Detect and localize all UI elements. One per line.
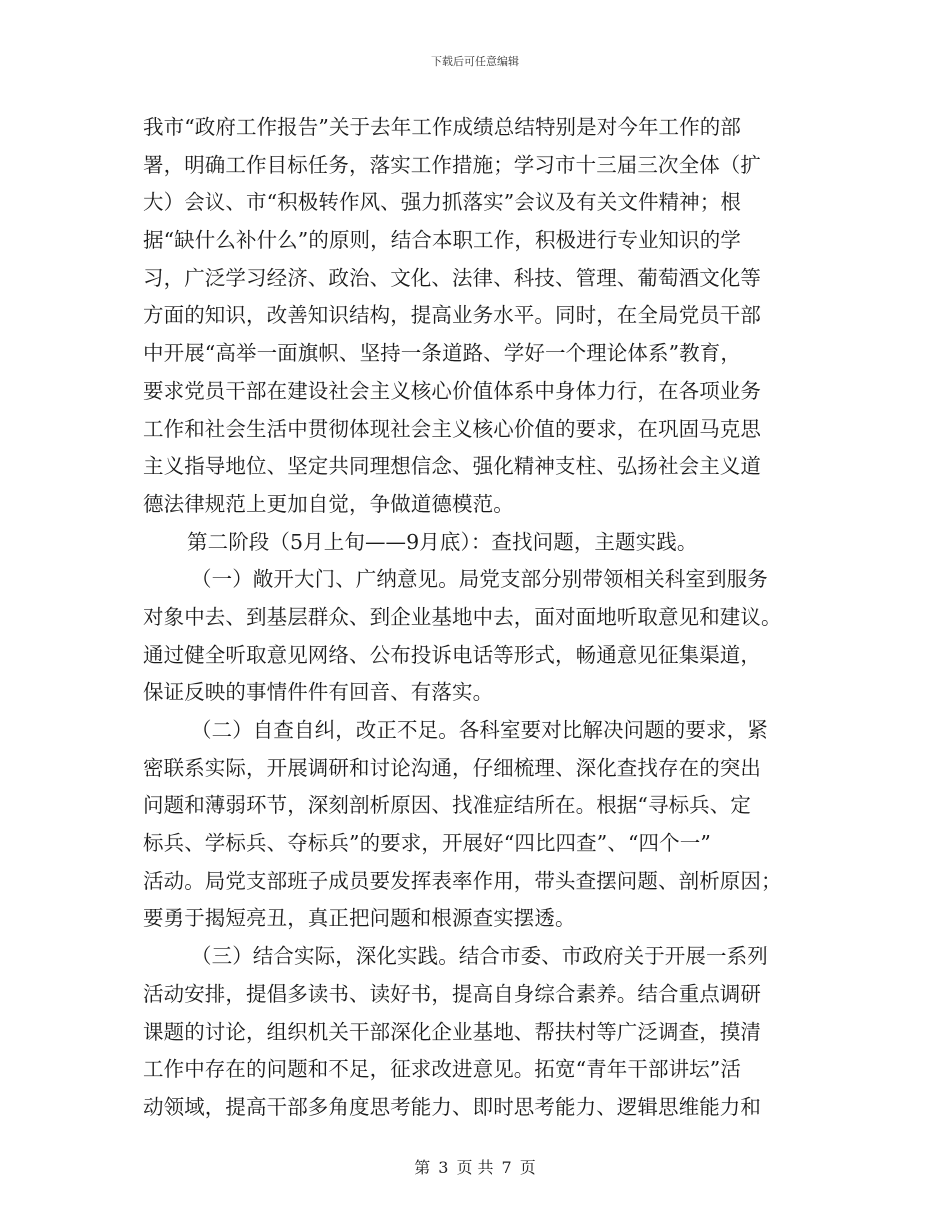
text-line: 习，广泛学习经济、政治、文化、法律、科技、管理、葡萄酒文化等 xyxy=(143,265,761,290)
text-line: 工作中存在的问题和不足，征求改进意见。拓宽“青年干部讲坛”活 xyxy=(143,1057,741,1082)
text-line: 中开展“高举一面旗帜、坚持一条道路、学好一个理论体系”教育， xyxy=(143,341,741,366)
text-line: 我市“政府工作报告”关于去年工作成绩总结特别是对今年工作的部 xyxy=(143,115,741,139)
text-line: 德法律规范上更加自觉，争做道德模范。 xyxy=(143,491,514,516)
section-heading: 第二阶段（5月上旬——9月底）：查找问题，主题实践。 xyxy=(187,529,698,554)
text-line: 主义指导地位、坚定共同理想信念、强化精神支柱、弘扬社会主义道 xyxy=(143,454,761,479)
text-line: 对象中去、到基层群众、到企业基地中去，面对面地听取意见和建议。 xyxy=(143,604,782,629)
text-line: 要勇于揭短亮丑，真正把问题和根源查实摆透。 xyxy=(143,906,576,931)
text-line: 保证反映的事情件件有回音、有落实。 xyxy=(143,680,494,705)
current-page-number: 3 xyxy=(438,1158,449,1177)
text-line: 标兵、学标兵、夺标兵”的要求，开展好“四比四查”、“四个一” xyxy=(143,831,711,856)
text-line: 大）会议、市“积极转作风、强力抓落实”会议及有关文件精神；根 xyxy=(143,190,741,215)
text-line: 动领域，提高干部多角度思考能力、即时思考能力、逻辑思维能力和 xyxy=(143,1094,761,1119)
text-line: （二）自查自纠，改正不足。各科室要对比解决问题的要求，紧 xyxy=(191,718,768,742)
text-line: 要求党员干部在建设社会主义核心价值体系中身体力行，在各项业务 xyxy=(143,378,761,403)
text-line: 密联系实际，开展调研和讨论沟通，仔细梳理、深化查找存在的突出 xyxy=(143,755,761,780)
total-page-count: 7 xyxy=(501,1158,512,1177)
footer-middle: 页 共 xyxy=(456,1158,494,1177)
text-line: 通过健全听取意见网络、公布投诉电话等形式，畅通意见征集渠道， xyxy=(143,642,761,667)
text-line: 工作和社会生活中贯彻体现社会主义核心价值的要求，在巩固马克思 xyxy=(143,416,761,441)
text-line: 署，明确工作目标任务，落实工作措施；学习市十三届三次全体（扩 xyxy=(143,152,761,177)
text-line: （一）敞开大门、广纳意见。局党支部分别带领相关科室到服务 xyxy=(191,567,768,592)
text-line: （三）结合实际，深化实践。结合市委、市政府关于开展一系列 xyxy=(191,944,768,969)
text-line: 方面的知识，改善知识结构，提高业务水平。同时，在全局党员干部 xyxy=(143,303,761,328)
text-line: 活动安排，提倡多读书、读好书，提高自身综合素养。结合重点调研 xyxy=(143,981,761,1006)
text-line: 据“缺什么补什么”的原则，结合本职工作，积极进行专业知识的学 xyxy=(143,228,741,253)
text-line: 活动。局党支部班子成员要发挥表率作用，带头查摆问题、剖析原因； xyxy=(143,868,782,893)
footer-suffix: 页 xyxy=(519,1158,536,1177)
text-line: 问题和薄弱环节，深刻剖析原因、找准症结所在。根据“寻标兵、定 xyxy=(143,793,751,818)
page-footer xyxy=(0,1155,950,1178)
footer-prefix: 第 xyxy=(414,1158,431,1177)
text-line: 课题的讨论，组织机关干部深化企业基地、帮扶村等广泛调查，摸清 xyxy=(143,1019,761,1044)
document-body xyxy=(143,109,808,1127)
page-header: 下载后可任意编辑 xyxy=(431,55,519,68)
